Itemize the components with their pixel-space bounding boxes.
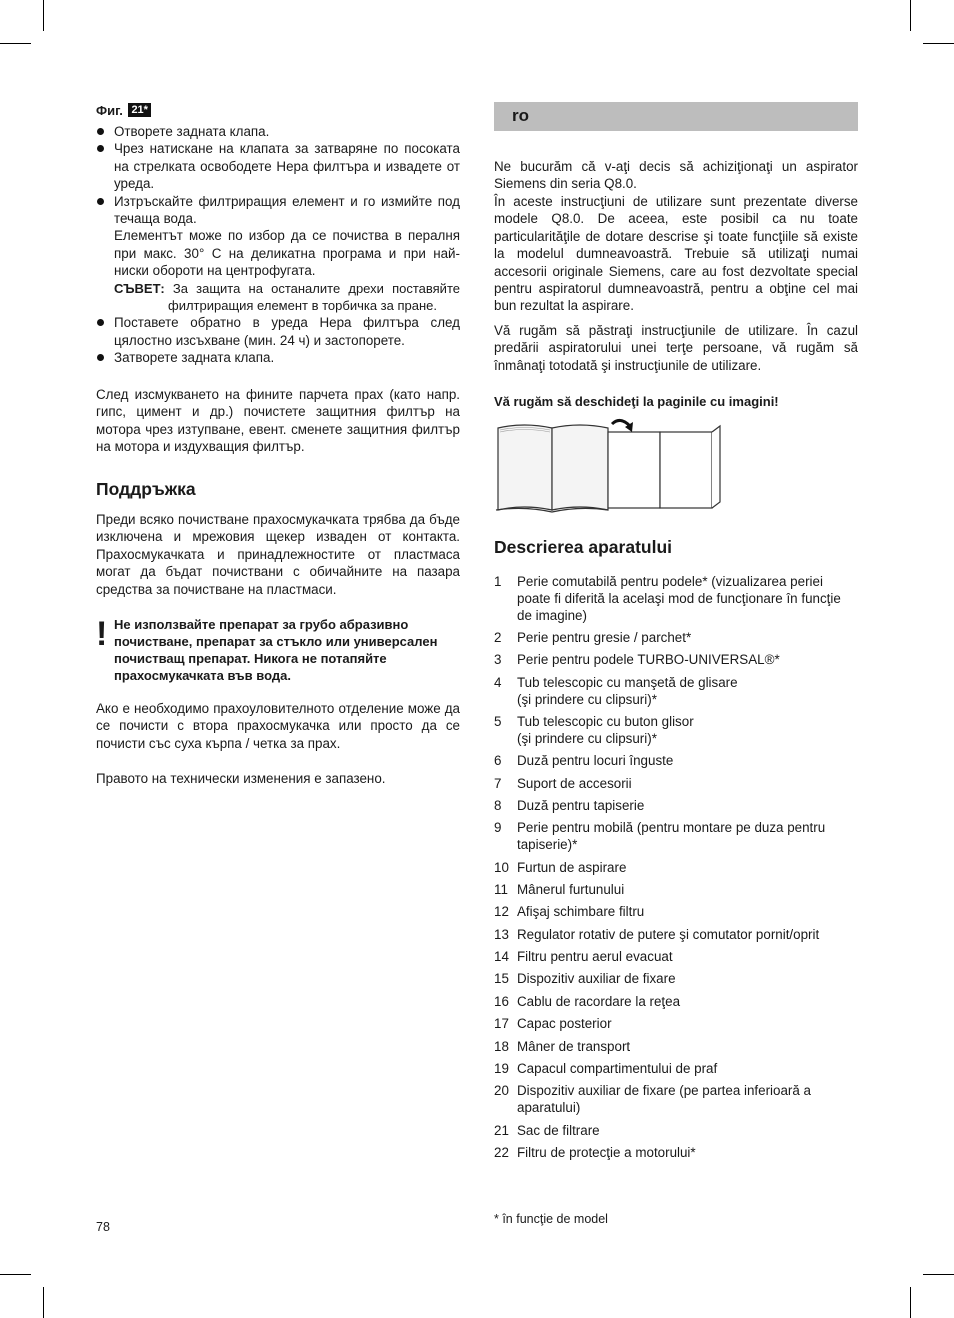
- part-name: Tub telescopic cu manşetă de glisare (şi prindere cu clipsuri)*: [517, 674, 738, 707]
- list-item: [96, 123, 460, 140]
- list-item: [494, 574, 858, 624]
- figure-label: [96, 103, 151, 118]
- bullet-icon: [97, 145, 104, 152]
- list-item: [494, 971, 858, 988]
- maintenance-paragraph: Преди всяко почистване прахосмукачката трябва да бъде изключена и мрежовия щекер изваден от контакта. Прахосмукачката и принадлежностите от пластмаса могат да бъдат почиствани с обичайните на пазара средства за почистване на пластмаси.: [96, 512, 460, 597]
- part-number: 7: [494, 775, 502, 791]
- list-item: [96, 140, 460, 192]
- part-number: 9: [494, 820, 502, 836]
- list-item-text: Поставете обратно в уреда Hepa филтъра след цялостно изсъхване (мин. 24 ч) и застопорете.: [114, 315, 460, 348]
- figure-label-text: Фиг.: [96, 103, 123, 118]
- list-item: [494, 776, 858, 793]
- part-number: 21: [494, 1122, 509, 1138]
- tip-label: СЪВЕТ:: [114, 280, 165, 296]
- part-number: 14: [494, 949, 509, 965]
- motor-filter-paragraph: След изсмукването на фините парчета прах (като напр. гипс, цимент и др.) почистете защитния филтър на мотора чрез изтупване, евент. сменете защитния филтър на мотора и издухващия филтър.: [96, 387, 460, 455]
- list-item: [494, 714, 858, 748]
- part-number: 3: [494, 652, 502, 668]
- part-number: 15: [494, 971, 509, 987]
- list-item-text: Изтръскайте филтриращия елемент и го измийте под течаща вода.: [114, 193, 460, 227]
- tip-text: За защита на останалите дрехи поставяйте филтриращия елемент в торбичка за пране.: [168, 280, 460, 314]
- part-name: Furtun de aspirare: [517, 859, 627, 875]
- part-name: Filtru pentru aerul evacuat: [517, 949, 673, 965]
- part-name: Suport de accesorii: [517, 775, 632, 791]
- list-item: [494, 652, 858, 669]
- part-number: 5: [494, 713, 502, 729]
- intro-paragraph-3: Vă rugăm să păstraţi instrucţiunile de utilizare. În cazul predării aspiratorului unei terţe persoane, vă rugăm să înmânaţi totodată şi instrucţiunile de utilizare.: [494, 323, 858, 373]
- list-item: [96, 193, 460, 315]
- part-name: Afişaj schimbare filtru: [517, 904, 645, 920]
- bullet-icon: [97, 319, 104, 326]
- crop-mark: [43, 0, 44, 31]
- crop-mark: [0, 1274, 31, 1275]
- list-item: [494, 630, 858, 647]
- list-item: [494, 994, 858, 1011]
- crop-mark: [910, 0, 911, 31]
- crop-mark: [923, 43, 954, 44]
- part-number: 1: [494, 574, 502, 589]
- rights-reserved-text: Правото на технически изменения е запазено.: [96, 771, 386, 786]
- part-number: 12: [494, 904, 509, 920]
- list-item: [494, 1145, 858, 1162]
- list-item: [494, 882, 858, 899]
- part-name: Perie pentru podele TURBO-UNIVERSAL®*: [517, 652, 780, 668]
- part-number: 10: [494, 859, 509, 875]
- list-item-subtext: Елементът може по избор да се почиства в перaлня при макс. 30° С на деликатна програма и при най-ниски обороти на центрофугата.: [114, 228, 460, 279]
- part-number: 2: [494, 629, 502, 645]
- part-number: 13: [494, 926, 509, 942]
- part-number: 4: [494, 674, 502, 690]
- list-item: [494, 927, 858, 944]
- part-name: Mâner de transport: [517, 1038, 631, 1054]
- intro-paragraph-1: Ne bucurăm că v-aţi decis să achiziţionaţi un aspirator Siemens din seria Q8.0.: [494, 159, 858, 192]
- part-name: Perie comutabilă pentru podele* (vizualizarea periei poate fi diferită la acelaşi mod de funcţionare în funcţie de imagine): [517, 574, 841, 623]
- part-name: Sac de filtrare: [517, 1122, 600, 1138]
- page-number: 78: [96, 1220, 110, 1234]
- tip-note: [114, 280, 460, 315]
- bullet-icon: [97, 354, 104, 361]
- instruction-list: [96, 123, 460, 367]
- part-number: 8: [494, 797, 502, 813]
- part-number: 17: [494, 1016, 509, 1032]
- part-name: Capac posterior: [517, 1016, 612, 1032]
- list-item: [494, 860, 858, 877]
- language-code: ro: [512, 106, 529, 125]
- list-item: [96, 349, 460, 366]
- part-number: 20: [494, 1083, 509, 1099]
- open-booklet-icon: [494, 418, 724, 514]
- open-pages-note: Vă rugăm să deschideţi la paginile cu imagini!: [494, 394, 779, 409]
- warning-text: Не използвайте препарат за грубо абразивно почистване, препарат за стъкло или универсален почистващ препарат. Никога не потапяйте прахосмукачката във вода.: [114, 617, 438, 683]
- part-number: 19: [494, 1061, 509, 1077]
- warning-icon: !: [96, 615, 108, 653]
- list-item: [494, 1016, 858, 1033]
- part-name: Dispozitiv auxiliar de fixare: [517, 971, 676, 987]
- part-number: 22: [494, 1144, 509, 1160]
- bullet-icon: [97, 128, 104, 135]
- part-number: 11: [494, 881, 508, 897]
- list-item-text: Затворете задната клапа.: [114, 350, 275, 366]
- list-item: [494, 1083, 858, 1117]
- list-item-text: Отворете задната клапа.: [114, 124, 270, 139]
- part-name: Perie pentru gresie / parchet*: [517, 629, 692, 645]
- crop-mark: [43, 1287, 44, 1318]
- part-name: Tub telescopic cu buton glisor (şi prindere cu clipsuri)*: [517, 713, 694, 746]
- section-heading-device-description: Descrierea aparatului: [494, 537, 673, 557]
- part-name: Capacul compartimentului de praf: [517, 1061, 718, 1077]
- part-name: Regulator rotativ de putere şi comutator pornit/oprit: [517, 926, 820, 942]
- list-item-text: Чрез натискане на клапата за затваряне по посоката на стрелката освободете Hepa филтъра и извадете от уреда.: [114, 141, 460, 192]
- warning-block: [96, 616, 460, 684]
- part-name: Dispozitiv auxiliar de fixare (pe partea inferioară a aparatului): [517, 1083, 811, 1116]
- part-name: Mânerul furtunului: [517, 881, 625, 897]
- list-item: [494, 753, 858, 770]
- list-item: [494, 1123, 858, 1140]
- part-name: Cablu de racordare la reţea: [517, 993, 681, 1009]
- dust-compartment-paragraph: Ако е необходимо прахоуловителното отделение може да се почисти с втора прахосмукачка или просто да се почисти със суха кърпа / четка за прах.: [96, 701, 460, 751]
- parts-list: [494, 574, 858, 1167]
- part-number: 16: [494, 993, 509, 1009]
- list-item: [494, 904, 858, 921]
- list-item: [494, 675, 858, 709]
- language-bar: [494, 102, 858, 131]
- figure-number: 21*: [128, 103, 151, 117]
- part-name: Duză pentru tapiserie: [517, 797, 645, 813]
- footnote: * în funcţie de model: [494, 1212, 608, 1226]
- crop-mark: [910, 1287, 911, 1318]
- intro-paragraph-2: În aceste instrucţiuni de utilizare sunt prezentate diverse modele Q8.0. De aceea, este posibil ca nu toate particularităţile de dotare descrise şi toate funcţiile să existe la modelul dumneavoastră. Trebuie să utilizaţi numai accesorii originale Siemens, care au fost dezvoltate special pentru aspiratorul dumneavoastră, pentru a obţine cel mai bun rezultat la aspirare.: [494, 194, 858, 314]
- part-number: 18: [494, 1038, 509, 1054]
- list-item: [96, 314, 460, 349]
- crop-mark: [0, 43, 31, 44]
- part-name: Duză pentru locuri înguste: [517, 753, 674, 769]
- section-heading-maintenance: Поддръжка: [96, 479, 196, 499]
- part-number: 6: [494, 753, 502, 769]
- list-item: [494, 798, 858, 815]
- list-item: [494, 949, 858, 966]
- list-item: [494, 820, 858, 854]
- part-name: Perie pentru mobilă (pentru montare pe duza pentru tapiserie)*: [517, 820, 826, 853]
- crop-mark: [923, 1274, 954, 1275]
- part-name: Filtru de protecţie a motorului*: [517, 1144, 696, 1160]
- bullet-icon: [97, 198, 104, 205]
- list-item: [494, 1039, 858, 1056]
- list-item: [494, 1061, 858, 1078]
